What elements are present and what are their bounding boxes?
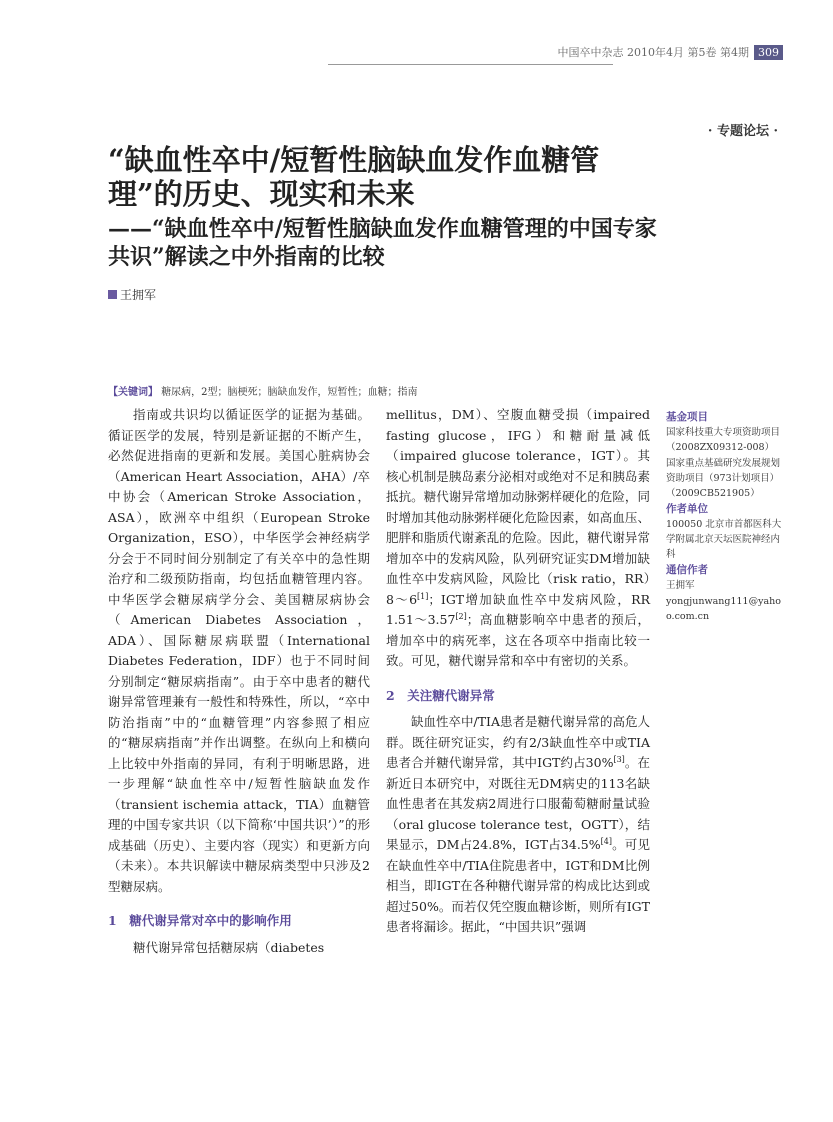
text-span: 。可见在缺血性卒中/TIA住院患者中，IGT和DM比例相当，即IGT在各种糖代谢异常的构成比达到或超过50%。而若仅凭空腹血糖诊断，则所有IGT患者将漏诊。据此，“中国共识”强调 (386, 837, 650, 934)
text-span: mellitus，DM）、空腹血糖受损（impaired fasting glucose，IFG）和糖耐量减低（impaired glucose tolerance，IGT）。其核心机制是胰岛素分泌相对或绝对不足和胰岛素抵抗。糖代谢异常增加动脉粥样硬化的危险，同时增加其他动脉粥样硬化危险因素，如高血压、肥胖和脂质代谢紊乱的危险。因此，糖代谢异常增加卒中的发病风险，队列研究证实DM增加缺血性卒中发病风险，风险比（risk ratio，RR）8～6 (386, 407, 650, 607)
article-title: “缺血性卒中/短暂性脑缺血发作血糖管理”的历史、现实和未来 (108, 143, 600, 211)
text-span: ；高血糖影响卒中患者的预后，增加卒中的病死率，这在各项卒中指南比较一致。可见，糖代谢异常和卒中有密切的关系。 (386, 612, 650, 668)
keywords (108, 383, 418, 398)
affiliation: 100050 北京市首都医科大学附属北京天坛医院神经内科 (666, 519, 782, 560)
citation: [2] (455, 611, 467, 621)
correspondence-title: 通信作者 (666, 564, 708, 576)
text-span: 。在新近日本研究中，对既往无DM病史的113名缺血性患者在其发病2周进行口服葡萄糖耐量试验（oral glucose tolerance test，OGTT），结果显示，DM占24.8%，IGT占34.5% (386, 755, 650, 852)
paragraph (386, 712, 650, 938)
affiliation-title: 作者单位 (666, 503, 708, 515)
citation: [3] (613, 754, 625, 764)
keywords-text: 糖尿病，2型；脑梗死；脑缺血发作，短暂性；血糖；指南 (161, 387, 418, 398)
section-heading: 1 糖代谢异常对卒中的影响作用 (108, 913, 292, 928)
article-subtitle: ——“缺血性卒中/短暂性脑缺血发作血糖管理的中国专家共识”解读之中外指南的比较 (108, 216, 657, 270)
citation: [4] (600, 836, 612, 846)
paragraph: 指南或共识均以循证医学的证据为基础。循证医学的发展，特别是新证据的不断产生，必然促进指南的更新和发展。美国心脏病协会（American Heart Association，AHA）/卒中协会（American Stroke Association，ASA），欧洲卒中组织（European Stroke Organization，ESO），中华医学会神经病学分会于不同时间分别制定了有关卒中的急性期治疗和二级预防指南，均包括血糖管理内容。中华医学会糖尿病学分会、美国糖尿病协会（American Diabetes Association，ADA）、国际糖尿病联盟（International Diabetes Federation，IDF）也于不同时间分别制定“糖尿病指南”。由于卒中患者的糖代谢异常管理兼有一般性和特殊性，所以，“卒中防治指南”中的“血糖管理”内容参照了相应的“糖尿病指南”并作出调整。在纵向上和横向上比较中外指南的异同，有利于明晰思路，进一步理解“缺血性卒中/短暂性脑缺血发作（transient ischemia attack，TIA）血糖管理的中国专家共识（以下简称‘中国共识’）”的形成基础（历史）、主要内容（现实）和更新方向（未来）。本共识解读中糖尿病类型中只涉及2型糖尿病。 (108, 407, 370, 894)
page-number: 309 (754, 45, 783, 60)
section-heading: 2 关注糖代谢异常 (386, 687, 495, 703)
body-column-2 (386, 405, 650, 938)
body-column-1 (108, 405, 370, 958)
funding-item: 国家重点基础研究发展规划资助项目（973计划项目）（2009CB521905） (666, 458, 781, 499)
funding-title: 基金项目 (666, 411, 708, 423)
text-span: 缺血性卒中/TIA患者是糖代谢异常的高危人群。既往研究证实，约有2/3缺血性卒中或TIA患者合并糖代谢异常，其中IGT约占30% (386, 714, 651, 770)
correspondence-email: yongjunwang111@yahoo.com.cn (666, 596, 781, 622)
citation: [1] (417, 591, 429, 601)
correspondence-name: 王拥军 (666, 580, 695, 591)
paragraph (386, 405, 650, 672)
article-title-block (108, 143, 668, 271)
header-rule (328, 64, 613, 65)
journal-info: 中国卒中杂志 2010年4月 第5卷 第4期 (557, 46, 749, 59)
section-label: · 专题论坛 · (707, 124, 778, 139)
keywords-label: 【关键词】 (108, 387, 158, 398)
funding-item: 国家科技重大专项资助项目（2008ZX09312-008） (666, 427, 781, 453)
author-name: 王拥军 (120, 288, 157, 302)
text-span: ；IGT增加缺血性卒中发病风险，RR 1.51～3.57 (386, 591, 650, 627)
sidebar-notes (666, 410, 786, 625)
author-marker (108, 290, 117, 299)
author-line (108, 286, 156, 303)
paragraph: 糖代谢异常包括糖尿病（diabetes (133, 939, 325, 955)
running-header (558, 44, 783, 60)
